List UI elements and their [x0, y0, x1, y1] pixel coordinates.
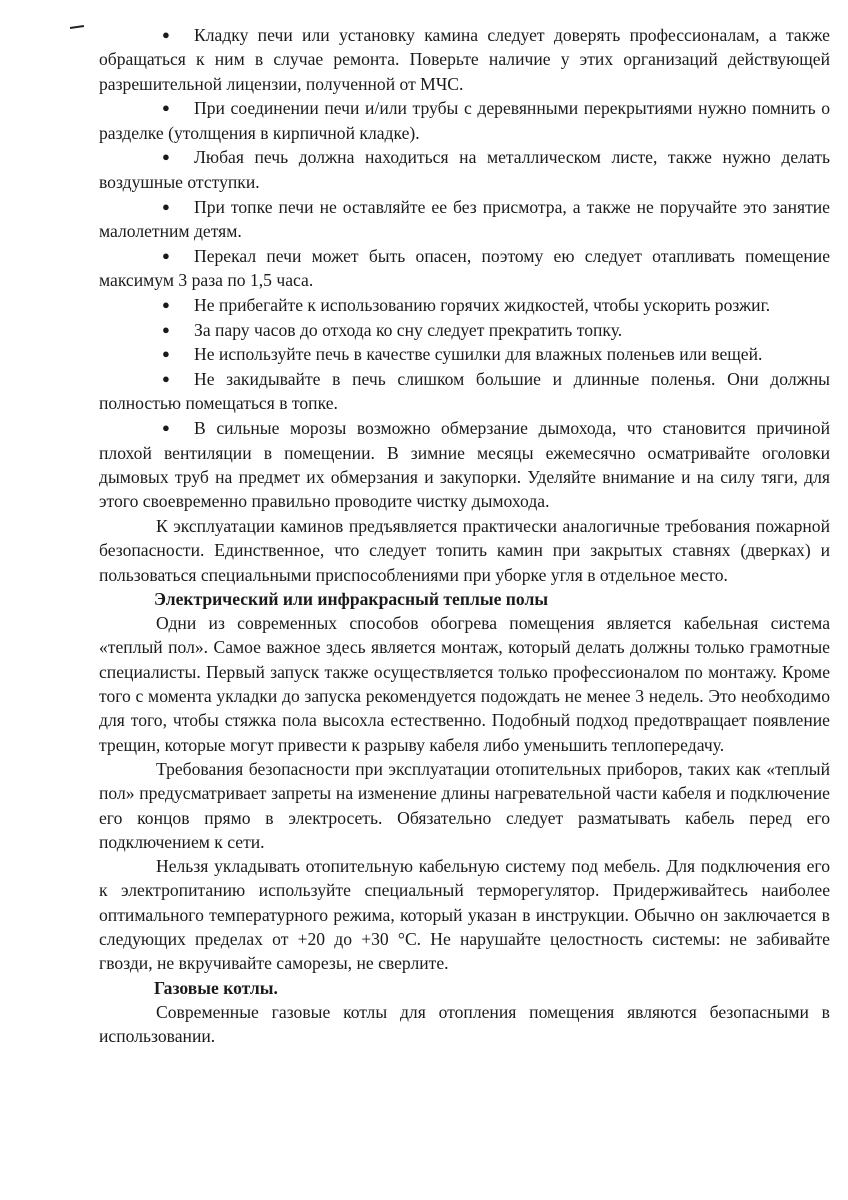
fireplace-paragraph: К эксплуатации каминов предъявляется практически аналогичные требования пожарной безопасности. Единственное, что следует топить камин при закрытых ставнях (дверках) и пользоваться специальными приспособлениями при уборке угля в отдельное место.	[99, 515, 830, 585]
floors-paragraph: Требования безопасности при эксплуатации отопительных приборов, таких как «теплый пол» предусматривает запреты на изменение длины нагревательной части кабеля и подключение его концов прямо в электросеть. Обязательно следует разматывать кабель перед его подключением к сети.	[99, 758, 830, 852]
bullet-item	[99, 145, 830, 194]
bullet-item	[99, 367, 830, 416]
bullet-icon: ●	[162, 346, 170, 362]
floors-paragraph: Одни из современных способов обогрева помещения является кабельная система «теплый пол». Самое важное здесь является монтаж, который делать должны только грамотные специалисты. Первый запуск также осуществляется только профессионалом по монтажу. Кроме того с момента укладки до запуска рекомендуется подождать не менее 3 недель. Это необходимо для того, чтобы стяжка пола высохла естественно. Подобный подход предотвращает появление трещин, которые могут привести к разрыву кабеля либо уменьшить теплопередачу.	[99, 613, 830, 755]
bullet-text: Не закидывайте в печь слишком большие и длинные поленья. Они должны полностью помещаться в топке.	[99, 369, 830, 414]
section-heading-floors: Электрический или инфракрасный теплые полы	[154, 588, 549, 609]
boilers-paragraph: Современные газовые котлы для отопления помещения являются безопасными в использовании.	[99, 1001, 830, 1047]
bullet-icon: ●	[162, 247, 170, 263]
bullet-item	[99, 318, 830, 342]
bullet-text: В сильные морозы возможно обмерзание дымохода, что становится причиной плохой вентиляции в помещении. В зимние месяцы ежемесячно осматривайте оголовки дымовых труб на предмет их обмерзания и закупорки. Уделяйте внимание и на силу тяги, для этого своевременно правильно проводите чистку дымохода.	[99, 418, 830, 512]
bullet-item	[99, 416, 830, 513]
bullet-icon: ●	[162, 371, 170, 387]
bullet-icon: ●	[162, 296, 170, 312]
bullet-icon: ●	[162, 321, 170, 337]
bullet-text: При соединении печи и/или трубы с деревянными перекрытиями нужно помнить о разделке (утолщения в кирпичной кладке).	[99, 98, 830, 143]
document-body	[99, 23, 830, 1048]
bullet-icon: ●	[162, 198, 170, 214]
bullet-text: При топке печи не оставляйте ее без присмотра, а также не поручайте это занятие малолетним детям.	[99, 196, 830, 241]
bullet-icon: ●	[162, 27, 170, 42]
bullet-icon: ●	[162, 420, 170, 436]
bullet-item	[99, 96, 830, 145]
bullet-text: Перекал печи может быть опасен, поэтому ею следует отапливать помещение максимум 3 раза по 1,5 часа.	[99, 245, 830, 290]
bullet-item	[99, 195, 830, 244]
bullet-icon: ●	[162, 149, 170, 165]
bullet-item	[99, 244, 830, 293]
bullet-icon: ●	[162, 100, 170, 116]
bullet-text: Кладку печи или установку камина следует доверять профессионалам, а также обращаться к ним в случае ремонта. Поверьте наличие у этих организаций действующей разрешительной лицензии, полученной от МЧС.	[99, 25, 830, 94]
bullet-text: За пару часов до отхода ко сну следует прекратить топку.	[194, 319, 623, 340]
bullet-text: Не прибегайте к использованию горячих жидкостей, чтобы ускорить розжиг.	[194, 294, 771, 315]
floors-paragraph: Нельзя укладывать отопительную кабельную систему под мебель. Для подключения его к электропитанию используйте специальный терморегулятор. Придерживайтесь наиболее оптимального температурного режима, который указан в инструкции. Обычно он заключается в следующих пределах от +20 до +30 °С. Не нарушайте целостность системы: не забивайте гвозди, не вкручивайте саморезы, не сверлите.	[99, 856, 830, 974]
bullet-item	[99, 293, 830, 317]
bullet-text: Любая печь должна находиться на металлическом листе, также нужно делать воздушные отступки.	[99, 147, 830, 192]
scan-mark	[70, 25, 84, 29]
bullet-text: Не используйте печь в качестве сушилки для влажных поленьев или вещей.	[194, 344, 763, 365]
section-heading-boilers: Газовые котлы.	[154, 977, 278, 998]
bullet-item	[99, 342, 830, 366]
bullet-item	[99, 23, 830, 96]
